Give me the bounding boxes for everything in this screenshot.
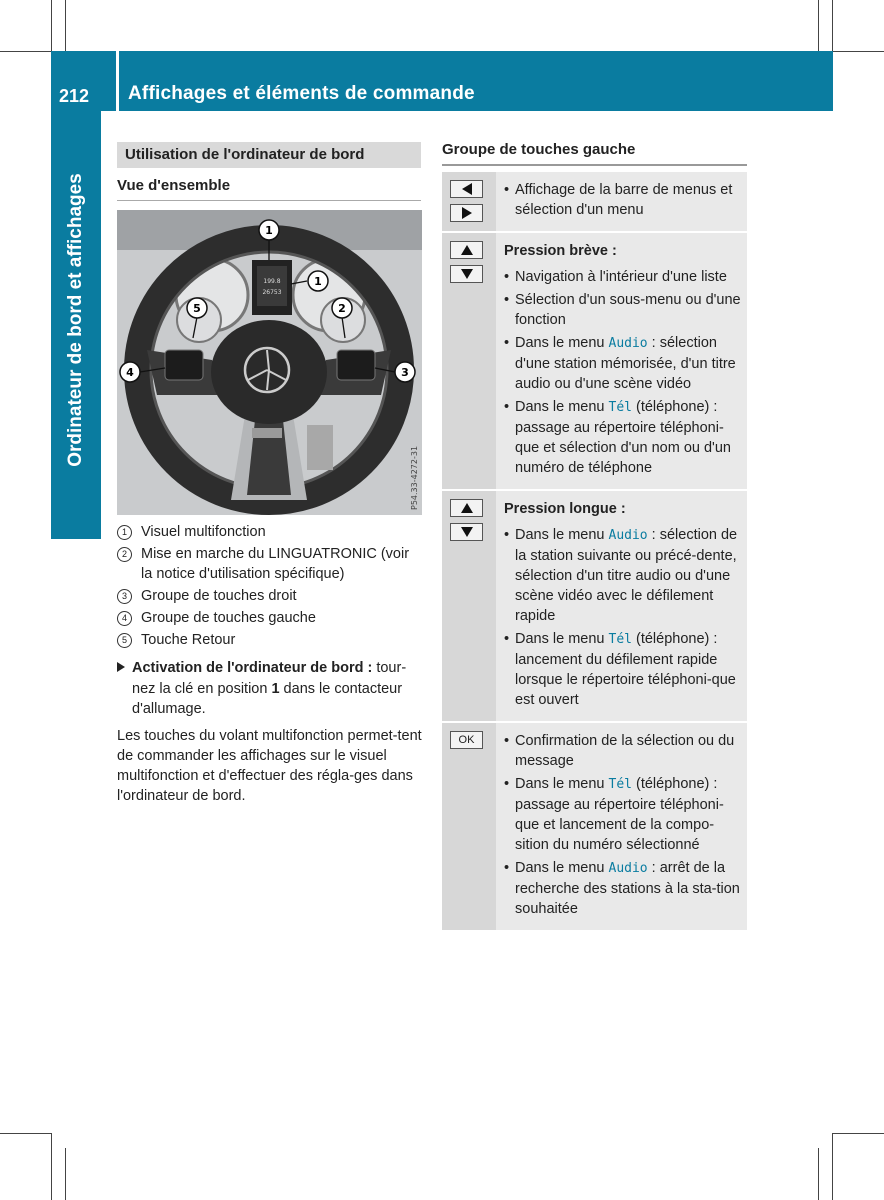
legend-number: 5 [117, 633, 132, 648]
legend-text: Groupe de touches droit [141, 588, 297, 604]
list-item [504, 333, 743, 394]
left-arrow-key [450, 180, 483, 198]
list-text: Dans le menu [515, 527, 609, 543]
down-arrow-icon [461, 269, 473, 279]
legend-number: 1 [117, 525, 132, 540]
section-title: Utilisation de l'ordinateur de bord [117, 142, 421, 168]
menu-code-tel: Tél [608, 632, 632, 647]
callout-4: 4 [126, 366, 134, 379]
legend-number: 3 [117, 589, 132, 604]
key-cell [442, 233, 496, 489]
menu-code-audio: Audio [608, 336, 648, 351]
list-text: Dans le menu [515, 631, 609, 647]
display-value-bottom: 26753 [262, 289, 282, 296]
list-text: Dans le menu [515, 860, 609, 876]
instruction-position: 1 [271, 680, 280, 697]
table-row [442, 723, 747, 930]
up-arrow-icon [461, 245, 473, 255]
image-legend [117, 522, 423, 652]
legend-text: Visuel multifonction [141, 524, 266, 540]
display-value-top: 199.8 [263, 278, 281, 285]
legend-item [117, 544, 423, 584]
long-press-title: Pression longue : [504, 501, 626, 517]
steering-wheel-illustration [117, 210, 422, 515]
list-item [504, 525, 743, 626]
list-item: • Affichage de la barre de menus et sélection d'un menu [504, 180, 743, 220]
crop-mark [818, 0, 819, 51]
menu-code-audio: Audio [608, 861, 648, 876]
list-text: Dans le menu [515, 335, 609, 351]
legend-item [117, 586, 423, 606]
crop-mark [0, 1133, 51, 1134]
list-text: (téléphone) : passage au répertoire téléphoni-que et lancement de la compo-sition du numéro sélectionné [515, 776, 724, 853]
description-cell [496, 723, 747, 930]
table-row [442, 172, 747, 231]
instruction-step [117, 658, 423, 720]
description-cell [496, 233, 747, 489]
key-cell [442, 172, 496, 231]
list-text: Dans le menu [515, 776, 609, 792]
list-item [504, 629, 743, 710]
list-text: : sélection de la station suivante ou précé-dente, sélection d'un titre audio ou d'une scène vidéo avec le défilement rapide [515, 527, 738, 624]
crop-mark [818, 1148, 819, 1200]
callout-1-right: 1 [314, 275, 322, 288]
list-text: (téléphone) : passage au répertoire téléphoni-que et sélection d'un nom ou d'un numéro de téléphone [515, 399, 731, 476]
ok-key: OK [450, 731, 483, 749]
step-arrow-icon [117, 662, 125, 672]
table-row [442, 491, 747, 721]
legend-item [117, 522, 423, 542]
up-arrow-key [450, 241, 483, 259]
callout-1-top: 1 [265, 224, 273, 237]
legend-number: 4 [117, 611, 132, 626]
chapter-tab-label: Ordinateur de bord et affichages [65, 173, 86, 467]
menu-code-audio: Audio [608, 528, 648, 543]
crop-mark [65, 0, 66, 51]
crop-mark [51, 1133, 52, 1200]
instruction-bold: Activation de l'ordinateur de bord : [132, 660, 373, 676]
callout-5: 5 [193, 302, 201, 315]
key-group-heading: Groupe de touches gauche [442, 141, 747, 166]
menu-code-tel: Tél [608, 400, 632, 415]
left-arrow-icon [462, 183, 472, 195]
description-cell [496, 172, 747, 231]
callout-3: 3 [401, 366, 409, 379]
down-arrow-key [450, 265, 483, 283]
list-text: : arrêt de la recherche des stations à la sta-tion souhaitée [515, 860, 740, 917]
instruction-text: tour-nez la clé en position [132, 660, 407, 697]
down-arrow-icon [461, 527, 473, 537]
steering-wheel-image [117, 210, 422, 515]
crop-mark [65, 1148, 66, 1200]
header-divider [116, 51, 119, 111]
right-arrow-icon [462, 207, 472, 219]
list-item: • Navigation à l'intérieur d'une liste [504, 267, 743, 287]
list-text: : sélection d'une station mémorisée, d'un titre audio ou d'une scène vidéo [515, 335, 736, 392]
crop-mark [832, 0, 833, 51]
down-arrow-key [450, 523, 483, 541]
short-press-title: Pression brève : [504, 243, 617, 259]
up-arrow-key [450, 499, 483, 517]
list-item: • Sélection d'un sous-menu ou d'une fonction [504, 290, 743, 330]
list-text: (téléphone) : lancement du défilement rapide lorsque le répertoire téléphoni-que est ouvert [515, 631, 736, 708]
list-item [504, 397, 743, 478]
legend-text: Groupe de touches gauche [141, 610, 316, 626]
list-item: • Confirmation de la sélection ou du message [504, 731, 743, 771]
key-function-table [442, 172, 747, 932]
crop-mark [0, 51, 51, 52]
legend-number: 2 [117, 547, 132, 562]
right-arrow-key [450, 204, 483, 222]
legend-item [117, 608, 423, 628]
up-arrow-icon [461, 503, 473, 513]
page-title: Affichages et éléments de commande [128, 83, 475, 104]
key-cell [442, 491, 496, 721]
menu-code-tel: Tél [608, 777, 632, 792]
crop-mark [832, 1133, 833, 1200]
body-paragraph: Les touches du volant multifonction permet-tent de commander les affichages sur le visuel multifonction et d'effectuer des régla-ges dans l'ordinateur de bord. [117, 728, 422, 804]
description-cell [496, 491, 747, 721]
callout-2: 2 [338, 302, 346, 315]
list-item [504, 774, 743, 855]
instruction-text-end: dans le contacteur d'allumage. [132, 680, 403, 717]
crop-mark [833, 51, 884, 52]
list-item [504, 858, 743, 919]
key-cell [442, 723, 496, 930]
table-row [442, 233, 747, 489]
image-code: P54.33-4272-31 [410, 445, 419, 510]
subheading-overview: Vue d'ensemble [117, 177, 421, 201]
legend-text: Touche Retour [141, 632, 236, 648]
crop-mark [51, 0, 52, 51]
legend-item [117, 630, 423, 650]
page-number: 212 [59, 86, 90, 106]
list-text: Dans le menu [515, 399, 609, 415]
legend-text: Mise en marche du LINGUATRONIC (voir la notice d'utilisation spécifique) [141, 546, 410, 582]
crop-mark [833, 1133, 884, 1134]
